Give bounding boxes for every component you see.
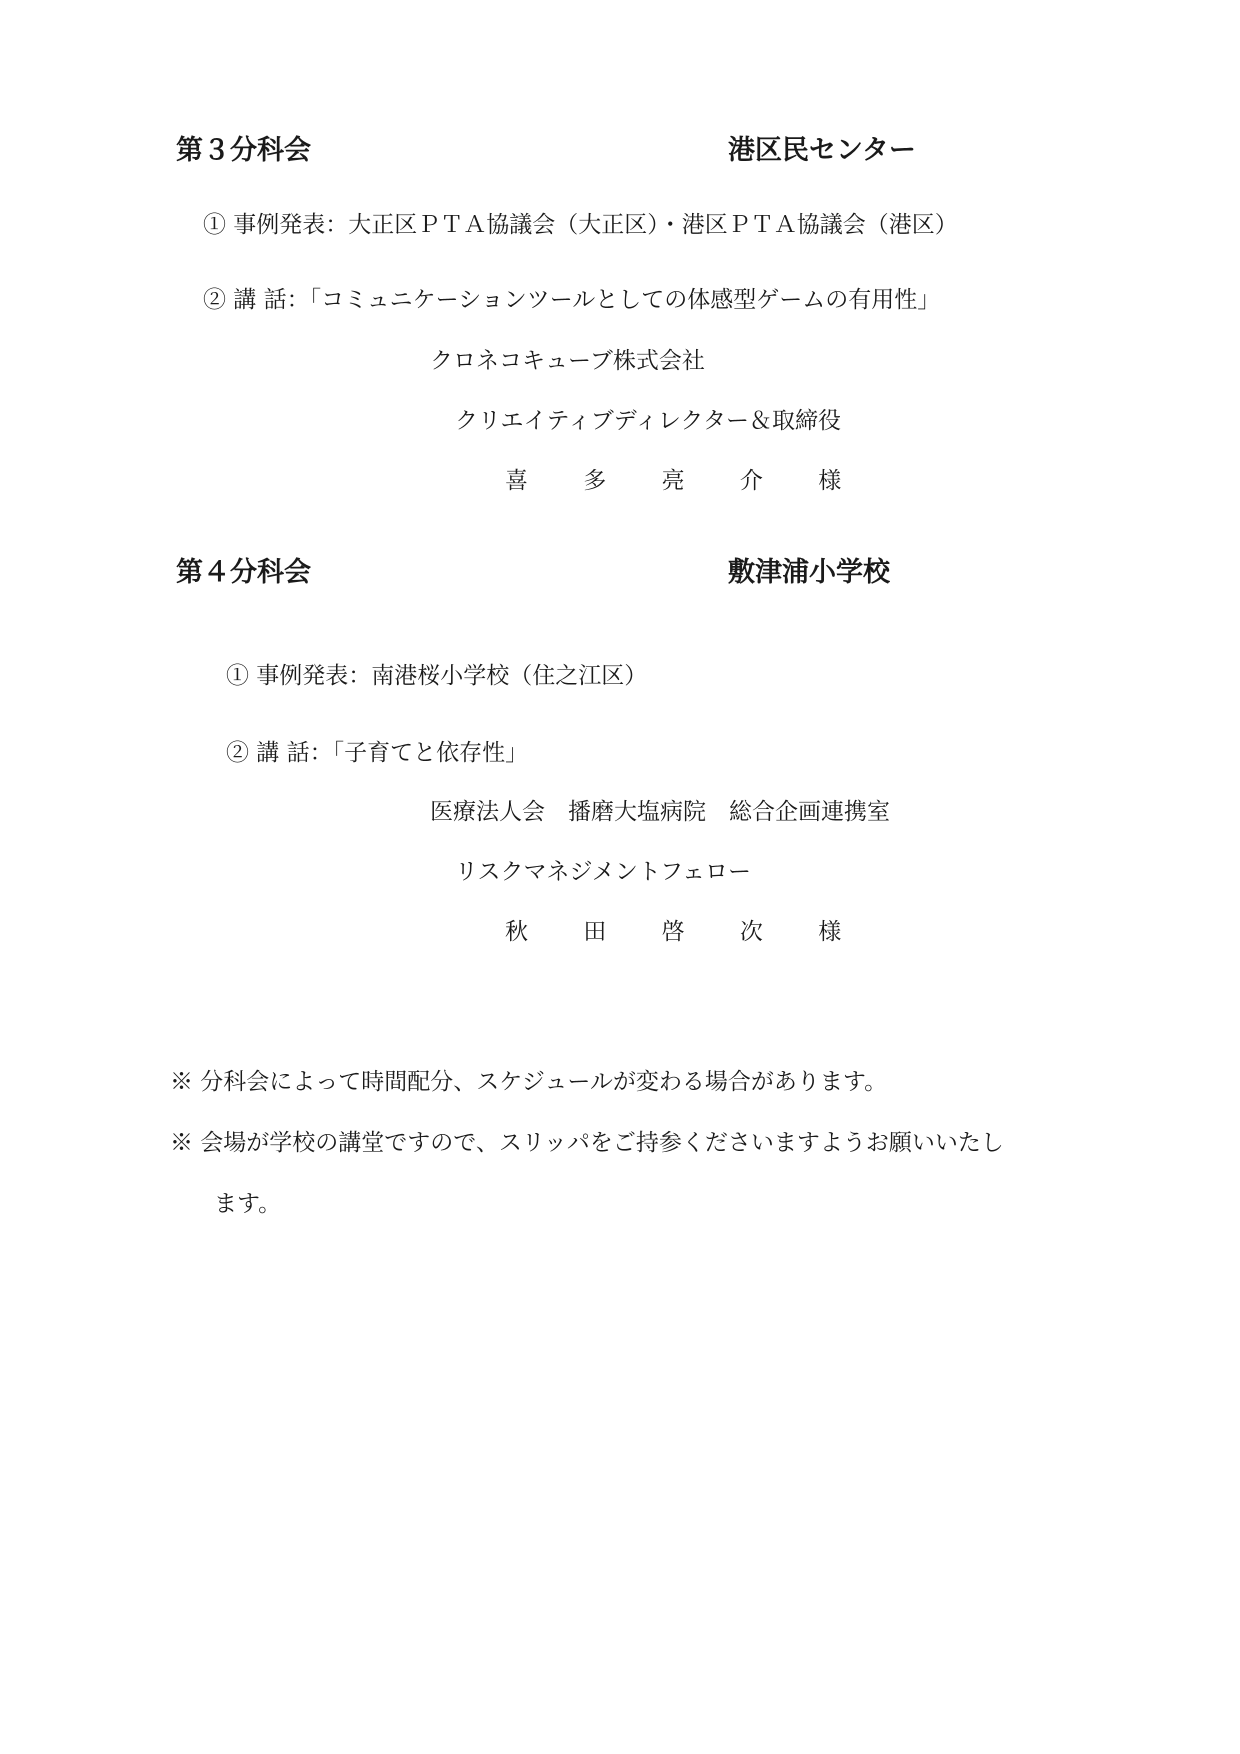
section3-case-presentation: ① 事例発表：大正区ＰＴＡ協議会（大正区）・港区ＰＴＡ協議会（港区） (203, 212, 958, 238)
note-slippers-continued: ます。 (214, 1191, 282, 1217)
section4-speaker-name: 秋 田 啓 次 様 (505, 919, 866, 945)
note-slippers: ※ 会場が学校の講堂ですので、スリッパをご持参くださいますようお願いいたし (170, 1130, 1004, 1156)
section4-speaker-org: 医療法人会 播磨大塩病院 総合企画連携室 (430, 799, 890, 825)
section3-venue: 港区民センター (728, 135, 916, 166)
section4-venue: 敷津浦小学校 (728, 557, 890, 588)
section3-title: 第３分科会 (176, 135, 311, 166)
note-schedule: ※ 分科会によって時間配分、スケジュールが変わる場合があります。 (170, 1069, 888, 1095)
section3-speaker-org: クロネコキューブ株式会社 (430, 348, 705, 374)
section4-speaker-role: リスクマネジメントフェロー (455, 859, 752, 885)
section3-speaker-role: クリエイティブディレクター＆取締役 (455, 408, 841, 434)
section4-lecture: ② 講 話：「子育てと依存性」 (226, 740, 529, 766)
section4-case-presentation: ① 事例発表：南港桜小学校（住之江区） (226, 663, 648, 689)
section3-speaker-name: 喜 多 亮 介 様 (505, 468, 866, 494)
section4-title: 第４分科会 (176, 557, 311, 588)
section3-lecture: ② 講 話：「コミュニケーションツールとしての体感型ゲームの有用性」 (203, 287, 941, 313)
